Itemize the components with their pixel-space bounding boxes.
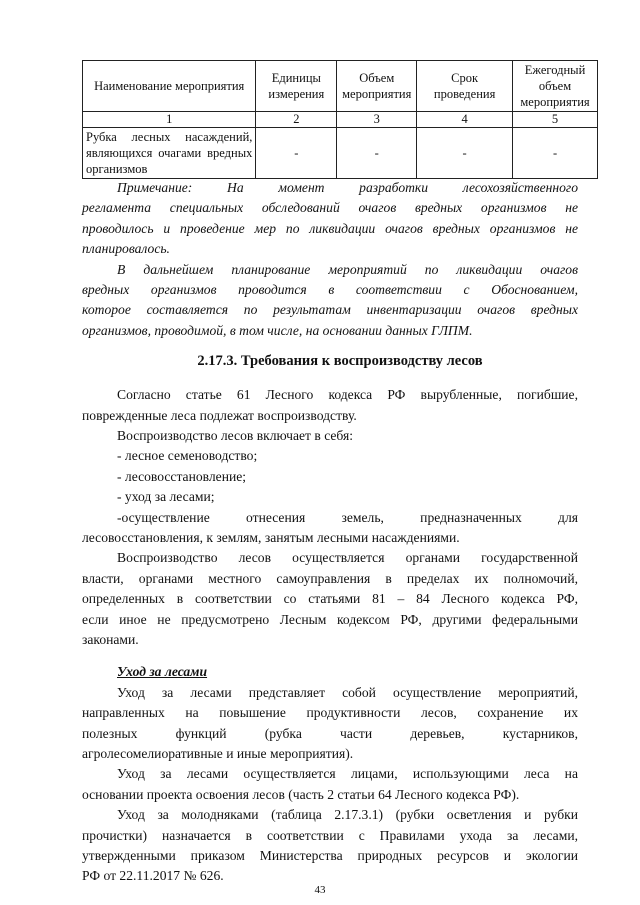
header-name: Наименование мероприятия bbox=[83, 61, 256, 112]
note-label: Примечание: bbox=[117, 180, 193, 195]
cell-annual: - bbox=[513, 128, 598, 179]
table-number-row bbox=[83, 112, 598, 128]
section-heading: 2.17.3. Требования к воспроизводству лесов bbox=[197, 353, 483, 370]
note-para2-line: В дальнейшем планирование мероприятий по ликвидации очагов bbox=[117, 261, 578, 277]
col-number: 1 bbox=[83, 112, 256, 128]
list-item-continuation: лесовосстановления, к землям, занятым лесными насаждениями. bbox=[82, 530, 460, 545]
header-unit: Единицы измерения bbox=[256, 61, 337, 112]
section-p1-line: поврежденные леса подлежат воспроизводству. bbox=[82, 407, 357, 423]
col-number: 4 bbox=[417, 112, 513, 128]
section-p3-line: Воспроизводство лесов осуществляется органами государственной bbox=[117, 550, 578, 566]
note-line: регламента специальных обследований очагов вредных организмов не bbox=[82, 200, 578, 216]
note-para2-line: организмов, проводимой, в том числе, на основании данных ГЛПМ. bbox=[82, 322, 473, 338]
col-number: 3 bbox=[337, 112, 417, 128]
care-p3-line: прочистки) назначается в соответствии с Правилами ухода за лесами, bbox=[82, 827, 578, 843]
header-annual: Ежегодный объем мероприятия bbox=[513, 61, 598, 112]
care-p3-line: РФ от 22.11.2017 № 626. bbox=[82, 868, 224, 884]
list-item: - уход за лесами; bbox=[117, 489, 215, 505]
note-line: планировалось. bbox=[82, 241, 170, 257]
care-p2-line: Уход за лесами осуществляется лицами, использующими леса на bbox=[117, 766, 578, 782]
section-p3-line: если иное не предусмотрено Лесным кодексом РФ, другими федеральными bbox=[82, 611, 578, 627]
header-term: Срок проведения bbox=[417, 61, 513, 112]
note-line bbox=[117, 178, 578, 198]
section-p3-line: законами. bbox=[82, 632, 139, 647]
col-number: 2 bbox=[256, 112, 337, 128]
section-p2: Воспроизводство лесов включает в себя: bbox=[117, 428, 354, 443]
cell-unit: - bbox=[256, 128, 337, 179]
page-number: 43 bbox=[314, 884, 326, 896]
care-p2-line: основании проекта освоения лесов (часть 2 статьи 64 Лесного кодекса РФ). bbox=[82, 786, 520, 802]
care-p1-line: Уход за лесами представляет собой осуществление мероприятий, bbox=[117, 684, 578, 700]
care-p3-line: Уход за молодняками (таблица 2.17.3.1) (рубки осветления и рубки bbox=[117, 807, 578, 823]
care-subheading-wrap bbox=[117, 662, 578, 682]
table-header-row bbox=[83, 61, 598, 112]
care-p1-line: направленных на повышение продуктивности лесов, сохранение их bbox=[82, 705, 578, 721]
cell-name: Рубка лесных насаждений, являющихся очагами вредных организмов bbox=[83, 128, 256, 179]
note-line-rest: На момент разработки лесохозяйственного bbox=[227, 180, 578, 195]
section-p3-line: определенных в соответствии со статьями 81 – 84 Лесного кодекса РФ, bbox=[82, 591, 578, 607]
table-row bbox=[83, 128, 598, 179]
cell-term: - bbox=[417, 128, 513, 179]
care-p1-line: агролесомелиоративные и иные мероприятия). bbox=[82, 746, 354, 761]
note-line: проводилось и проведение мер по ликвидации очагов вредных организмов не bbox=[82, 220, 578, 236]
note-para2-line: вредных организмов проводится в соответствии с Обоснованием, bbox=[82, 282, 578, 297]
section-p3-line: власти, органами местного самоуправления в пределах их полномочий, bbox=[82, 570, 578, 586]
list-item: -осуществление отнесения земель, предназначенных для bbox=[117, 509, 578, 525]
list-item: - лесовосстановление; bbox=[117, 468, 247, 484]
section-p1-line: Согласно статье 61 Лесного кодекса РФ вырубленные, погибшие, bbox=[117, 387, 578, 403]
care-subheading: Уход за лесами bbox=[117, 664, 208, 680]
measures-table bbox=[82, 60, 598, 179]
list-item: - лесное семеноводство; bbox=[117, 448, 258, 464]
cell-volume: - bbox=[337, 128, 417, 179]
note-para2-line: которое составляется по результатам инвентаризации очагов вредных bbox=[82, 302, 578, 318]
header-volume: Объем мероприятия bbox=[337, 61, 417, 112]
care-p3-line: утвержденными приказом Министерства природных ресурсов и экологии bbox=[82, 848, 578, 863]
care-p1-line: полезных функций (рубка части деревьев, кустарников, bbox=[82, 725, 578, 741]
col-number: 5 bbox=[513, 112, 598, 128]
